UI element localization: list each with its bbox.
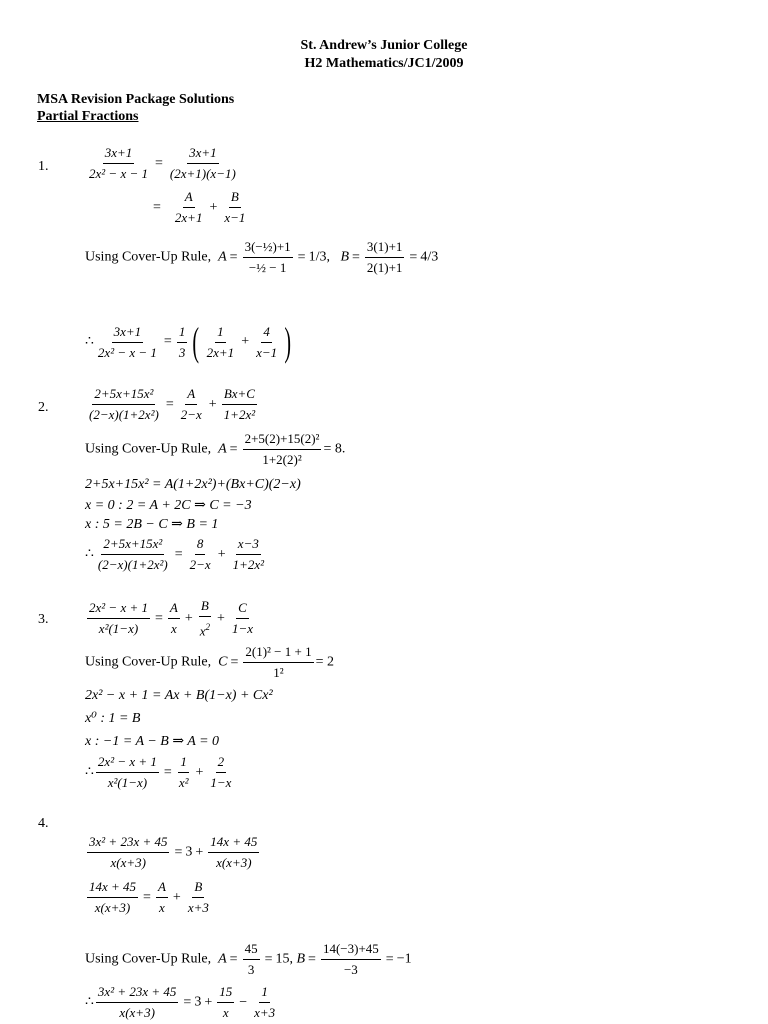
question-3-number: 3.: [38, 612, 49, 627]
q3-cover-numerator: 2(1)² − 1 + 1: [243, 643, 313, 663]
q4-cover-up-label: Using Cover-Up Rule,: [85, 951, 212, 967]
q2-step-2: x : 5 = 2B − C ⇒ B = 1: [85, 517, 219, 532]
question-1-number: 1.: [38, 159, 49, 174]
q4-b-numerator: 14(−3)+45: [321, 940, 381, 960]
q3-lhs-denominator: x²(1−x): [98, 621, 139, 637]
q1-a-denominator: −½ − 1: [248, 260, 287, 275]
q1-a-value: 1/3: [308, 249, 327, 265]
q3-lhs-numerator: 2x² − x + 1: [87, 599, 150, 619]
q4-a-denominator: 3: [247, 962, 255, 977]
q2-answer: ∴ $\frac{\text{2+5x+15x²}}{\text{(2−x)(1+2x²)}}$ = $\frac{8}{2-x}$ + $\frac{x-3}{\text{1+2x²}}$: [85, 536, 265, 572]
course-code: H2 Mathematics/JC1/2009: [304, 56, 464, 71]
q2-cover-numerator: 2+5(2)+15(2)²: [243, 430, 322, 450]
topic-title: Partial Fractions: [37, 109, 139, 124]
q4-equation-1: $\frac{\text{3x² + 23x + 45}}{x(x+3)}$ = 3 + $\frac{14x + 45}{x(x+3)}$: [89, 834, 258, 870]
q1-equation-2: = $\frac{A}{2x+1}$ + $\frac{B}{x-1}$: [153, 189, 246, 225]
q1-answer: ∴ $\frac{3x+1}{\text{2x² − x − 1}}$ = $\frac{1}{3}$ ( $\frac{1}{2x+1}$ + $\frac{4}{x-1}$ ): [85, 319, 292, 364]
q2-equation-1: $\frac{\text{2+5x+15x²}}{\text{(2−x)(1+2x²)}}$ = $\frac{A}{2-x}$ + $\frac{Bx+C}{\text{1+2x²}}$: [89, 386, 256, 422]
q4-cover-up-line: Using Cover-Up Rule, A = $\frac{45}{3}$ = 15, B = $\frac{14(-3)+45}{-3}$ = −1: [85, 941, 412, 977]
q4-equation-2: $\frac{14x + 45}{x(x+3)}$ = $\frac{A}{x}$ + $\frac{B}{x+3}$: [89, 879, 209, 915]
q3-equation-1: $\frac{\text{2x² − x + 1}}{\text{x²(1−x)}}$ = $\frac{A}{x}$ + $\frac{B}{x^2}$ + $\frac{C}{1-x}$: [89, 598, 253, 639]
school-name: St. Andrew’s Junior College: [300, 38, 468, 53]
q4-b-value: −1: [396, 951, 412, 967]
q2-step-1: x = 0 : 2 = A + 2C ⇒ C = −3: [85, 498, 252, 513]
q3-cover-value: = 2: [315, 654, 334, 670]
q1-equation-1: $\frac{3x+1}{\text{2x² − x − 1}}$ = $\frac{3x+1}{(2x+1)(x-1)}$: [89, 145, 236, 181]
q3-cover-denominator: 1²: [273, 665, 284, 680]
q2-cover-denominator: 1+2(2)²: [262, 452, 302, 467]
q3-cover-up-label: Using Cover-Up Rule,: [85, 654, 212, 670]
q3-cover-up-line: Using Cover-Up Rule, C = $\frac{\text{2(1)² − 1 + 1}}{\text{1²}}$ = 2: [85, 644, 334, 680]
q2-cover-value: = 8.: [323, 441, 346, 457]
q4-remainder-denominator: x(x+3): [216, 855, 252, 870]
q2-lhs-numerator: 2+5x+15x²: [92, 385, 155, 405]
q3-step-2: x : −1 = A − B ⇒ A = 0: [85, 734, 220, 749]
q4-lhs-numerator: 3x² + 23x + 45: [87, 833, 169, 853]
q4-a-numerator: 45: [243, 940, 260, 960]
q1-factored-numerator: 3x+1: [187, 144, 219, 164]
q3-identity: 2x² − x + 1 = Ax + B(1−x) + Cx²: [85, 688, 273, 703]
q1-a-numerator: 3(−½)+1: [243, 238, 293, 258]
q1-b-denominator: 2(1)+1: [366, 260, 403, 275]
q1-partial-2-denominator: x−1: [224, 210, 246, 225]
q4-a-value: 15: [275, 951, 290, 967]
q1-cover-up-label: Using Cover-Up Rule,: [85, 249, 212, 265]
q1-b-value: 4/3: [420, 249, 439, 265]
q2-cover-up-label: Using Cover-Up Rule,: [85, 441, 212, 457]
package-title: MSA Revision Package Solutions: [37, 92, 235, 107]
question-2-number: 2.: [38, 400, 49, 415]
q1-partial-1-denominator: 2x+1: [174, 210, 203, 225]
q1-b-numerator: 3(1)+1: [365, 238, 405, 258]
question-4-number: 4.: [38, 816, 49, 831]
q1-cover-up-line: Using Cover-Up Rule, A = $\frac{\text{3(−½)+1}}{\text{−½ − 1}}$ = 1/3, B = $\frac{3(1)+1}{2(1)+1}$ = 4/3: [85, 239, 439, 275]
q2-identity: 2+5x+15x² = A(1+2x²)+(Bx+C)(2−x): [85, 477, 301, 492]
q1-factored-denominator: (2x+1)(x−1): [169, 166, 236, 181]
q4-b-denominator: −3: [343, 962, 358, 977]
q4-answer: ∴ $\frac{\text{3x² + 23x + 45}}{x(x+3)}$ = 3 + $\frac{15}{x}$ − $\frac{1}{x+3}$: [85, 984, 276, 1020]
q3-step-1: x⁰ : 1 = B: [85, 711, 141, 726]
q4-remainder-numerator: 14x + 45: [208, 833, 259, 853]
q1-lhs-numerator: 3x+1: [103, 144, 135, 164]
q2-cover-up-line: Using Cover-Up Rule, A = $\frac{\text{2+5(2)+15(2)²}}{\text{1+2(2)²}}$ = 8.: [85, 431, 346, 467]
q2-lhs-denominator: (2−x)(1+2x²): [89, 407, 159, 422]
q1-lhs-denominator: 2x² − x − 1: [89, 166, 148, 181]
q4-lhs-denominator: x(x+3): [110, 855, 146, 870]
q3-answer: ∴ $\frac{\text{2x² − x + 1}}{\text{x²(1−x)}}$ = $\frac{1}{\text{x²}}$ + $\frac{2}{1-x}$: [85, 754, 232, 790]
